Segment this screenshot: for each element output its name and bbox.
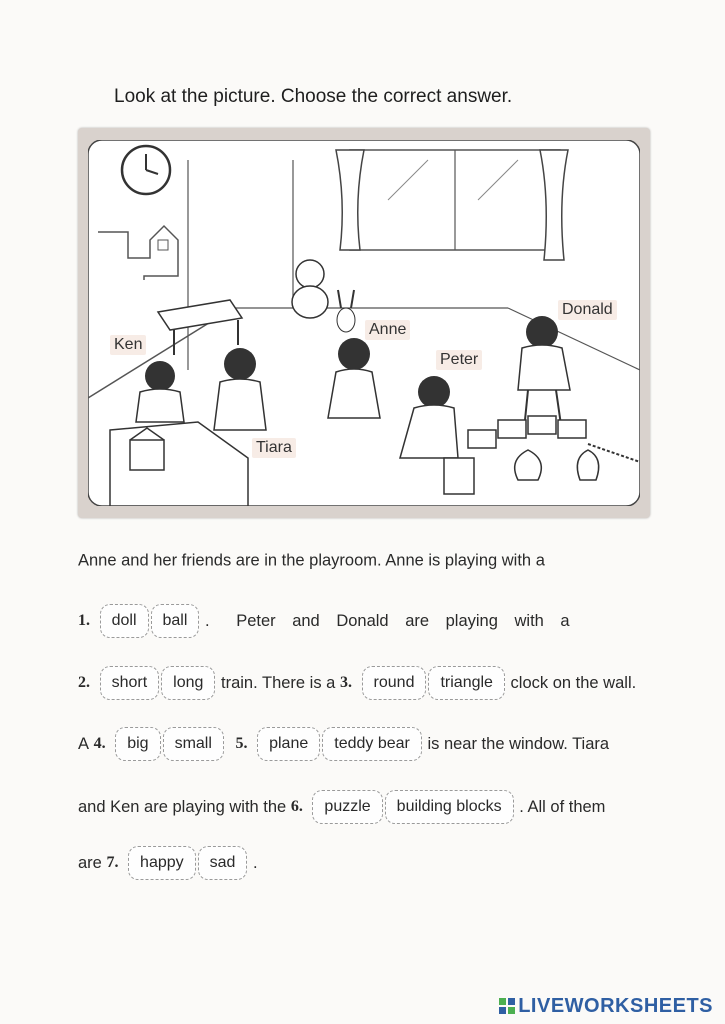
- q6-before: and Ken are playing with the: [78, 798, 287, 816]
- question-1-number: 1.: [78, 612, 90, 629]
- intro-line: [78, 548, 545, 573]
- liveworksheets-brand: [499, 995, 713, 1018]
- q7-before: are: [78, 854, 102, 872]
- q7-option-sad[interactable]: sad: [198, 846, 248, 880]
- playroom-illustration: [88, 140, 640, 506]
- instruction: Look at the picture. Choose the correct answer.: [114, 86, 513, 107]
- q2-option-short[interactable]: short: [100, 666, 160, 700]
- q3-after: clock on the wall.: [510, 674, 637, 692]
- label-anne: Anne: [365, 320, 410, 340]
- q6-option-puzzle[interactable]: puzzle: [312, 790, 382, 824]
- playroom-picture: [78, 128, 650, 518]
- q5-option-plane[interactable]: plane: [257, 727, 320, 761]
- q1-after: .: [205, 612, 210, 630]
- q1-option-ball[interactable]: ball: [151, 604, 200, 638]
- intro-text: Anne and her friends are in the playroom. Anne is playing with a: [78, 551, 545, 570]
- label-ken: Ken: [110, 335, 146, 355]
- label-peter: Peter: [436, 350, 482, 370]
- question-2-number: 2.: [78, 674, 90, 691]
- question-6-line: [78, 790, 605, 824]
- label-tiara: Tiara: [252, 438, 296, 458]
- q6-after: . All of them: [519, 798, 606, 816]
- q6-option-building-blocks[interactable]: building blocks: [385, 790, 514, 824]
- q4-option-small[interactable]: small: [163, 727, 224, 761]
- question-3-number: 3.: [339, 674, 352, 691]
- label-donald: Donald: [558, 300, 617, 320]
- q2-after: train. There is a: [221, 674, 336, 692]
- question-7-line: [78, 846, 258, 880]
- question-5-number: 5.: [235, 735, 248, 752]
- question-4-5-line: [78, 727, 609, 761]
- q5-option-teddy-bear[interactable]: teddy bear: [322, 727, 422, 761]
- question-6-number: 6.: [290, 798, 303, 815]
- question-2-3-line: [78, 666, 636, 700]
- brand-logo-icon: [499, 998, 515, 1014]
- q4-option-big[interactable]: big: [115, 727, 160, 761]
- q2-option-long[interactable]: long: [161, 666, 215, 700]
- q7-after: .: [253, 854, 258, 872]
- brand-text: LIVEWORKSHEETS: [518, 995, 713, 1017]
- q1-text: Peter and Donald are playing with a: [236, 612, 570, 630]
- q7-option-happy[interactable]: happy: [128, 846, 196, 880]
- question-4-number: 4.: [93, 735, 106, 752]
- q3-option-round[interactable]: round: [362, 666, 427, 700]
- q5-after: is near the window. Tiara: [427, 735, 610, 753]
- q3-option-triangle[interactable]: triangle: [428, 666, 504, 700]
- q1-option-doll[interactable]: doll: [100, 604, 149, 638]
- q4-prefix: A: [78, 735, 90, 753]
- question-1-line: [78, 604, 570, 638]
- question-7-number: 7.: [106, 854, 119, 871]
